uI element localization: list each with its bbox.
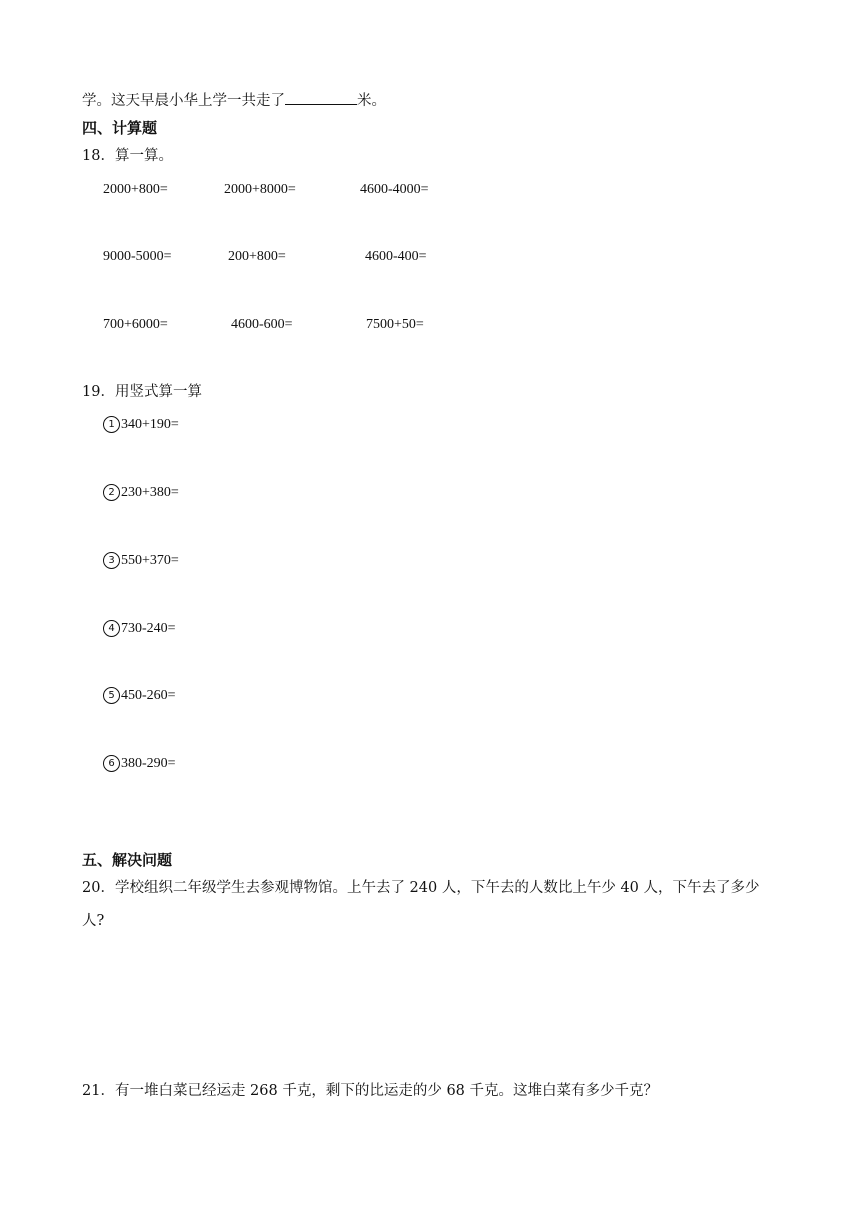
q18-r1-c3: 4600-4000= (360, 182, 429, 197)
q19-item-4 (103, 619, 176, 639)
q17-tail-text: 学。这天早晨小华上学一共走了 (82, 93, 285, 109)
q18-r2-c1: 9000-5000= (103, 249, 172, 264)
q17-tail-unit: 米。 (357, 93, 386, 109)
q19-item-5 (103, 686, 176, 706)
q18-r2-c2: 200+800= (228, 249, 286, 264)
q19-item-6 (103, 754, 176, 774)
section-4-title: 四、计算题 (82, 119, 158, 137)
q20-line-2: 人? (82, 913, 105, 929)
q18-r1-c2: 2000+8000= (224, 182, 296, 197)
q19-expr: 230+380= (121, 485, 179, 500)
q18-r3-c2: 4600-600= (231, 317, 293, 332)
circled-number: 4 (103, 620, 120, 637)
circled-number: 3 (103, 552, 120, 569)
circled-number: 6 (103, 755, 120, 772)
q19-expr: 550+370= (121, 553, 179, 568)
circled-number: 2 (103, 484, 120, 501)
circled-number: 5 (103, 687, 120, 704)
q18-r2-c3: 4600-400= (365, 249, 427, 264)
q18-r3-c1: 700+6000= (103, 317, 168, 332)
q18-label: 18．算一算。 (82, 148, 173, 164)
answer-blank[interactable] (285, 90, 357, 105)
q19-expr: 450-260= (121, 688, 176, 703)
q18-r3-c3: 7500+50= (366, 317, 424, 332)
q20-line-1: 20．学校组织二年级学生去参观博物馆。上午去了 240 人，下午去的人数比上午少 40 人，下午去了多少 (82, 880, 760, 896)
q19-item-2 (103, 483, 179, 503)
q19-expr: 730-240= (121, 621, 176, 636)
q19-item-3 (103, 551, 179, 571)
q19-expr: 380-290= (121, 756, 176, 771)
q19-expr: 340+190= (121, 417, 179, 432)
section-5-title: 五、解决问题 (82, 851, 173, 869)
q21-text: 21．有一堆白菜已经运走 268 千克，剩下的比运走的少 68 千克。这堆白菜有多少千克？ (82, 1083, 659, 1099)
q19-label: 19．用竖式算一算 (82, 384, 202, 400)
circled-number: 1 (103, 416, 120, 433)
q17-tail-line (82, 90, 386, 111)
q18-r1-c1: 2000+800= (103, 182, 168, 197)
q19-item-1 (103, 415, 179, 435)
